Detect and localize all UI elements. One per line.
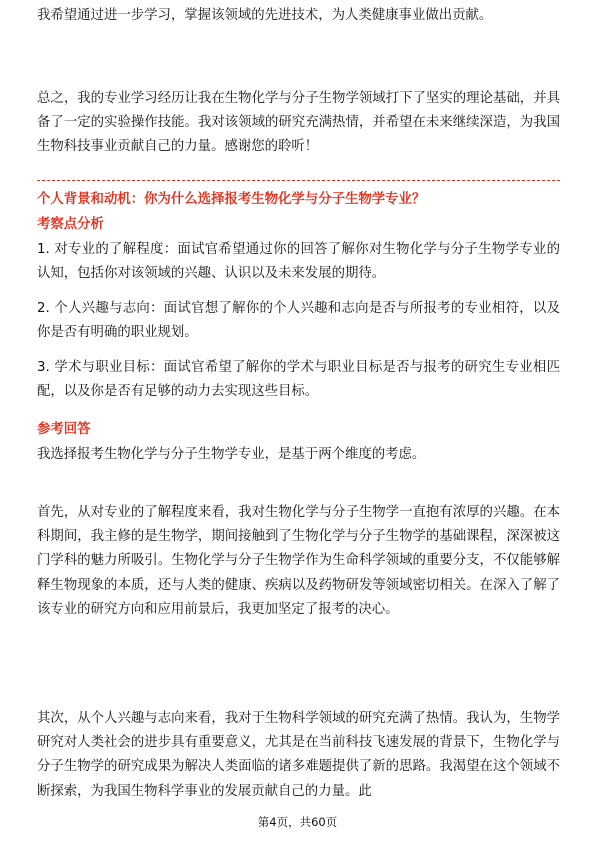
answer-paragraph-2: 首先，从对专业的了解程度来看，我对生物化学与分子生物学一直抱有浓厚的兴趣。在本科期间，我主修的是生物学，期间接触到了生物化学与分子生物学的基础课程，深深被这门学科的魅力所吸引。生物化学与分子生物学作为生命科学领域的重要分支，不仅能够解释生物现象的本质，还与人类的健康、疾病以及药物研发等领域密切相关。在深入了解了该专业的研究方向和应用前景后，我更加坚定了报考的决心。	[37, 505, 560, 617]
analysis-title: 考察点分析	[37, 217, 104, 232]
section-divider	[37, 180, 560, 181]
answer-paragraph-1: 我选择报考生物化学与分子生物学专业，是基于两个维度的考虑。	[37, 447, 426, 462]
answer-paragraph-3: 其次，从个人兴趣与志向来看，我对于生物科学领域的研究充满了热情。我认为，生物学研究对人类社会的进步具有重要意义，尤其是在当前科技飞速发展的背景下，生物化学与分子生物学的研究成果为解决人类面临的诸多难题提供了新的思路。我渴望在这个领域不断探索，为我国生物科学事业的发展贡献自己的力量。此	[37, 711, 560, 799]
analysis-point-3: 3. 学术与职业目标：面试官希望了解你的学术与职业目标是否与报考的研究生专业相匹配，以及你是否有足够的动力去实现这些目标。	[37, 360, 560, 400]
page-footer: 第4页，共60页	[257, 815, 338, 829]
answer-title: 参考回答	[37, 422, 91, 437]
analysis-point-2: 2. 个人兴趣与志向：面试官想了解你的个人兴趣和志向是否与所报考的专业相符，以及你是否有明确的职业规划。	[37, 301, 560, 341]
question-heading: 个人背景和动机：你为什么选择报考生物化学与分子生物学专业？	[37, 192, 426, 207]
analysis-point-1: 1. 对专业的了解程度：面试官希望通过你的回答了解你对生物化学与分子生物学专业的认知，包括你对该领域的兴趣、认识以及未来发展的期待。	[37, 242, 560, 282]
intro-paragraph-2: 总之，我的专业学习经历让我在生物化学与分子生物学领域打下了坚实的理论基础，并具备了一定的实验操作技能。我对该领域的研究充满热情，并希望在未来继续深造，为我国生物科技事业贡献自己的力量。感谢您的聆听！	[37, 91, 560, 155]
intro-paragraph-1: 我希望通过进一步学习，掌握该领域的先进技术，为人类健康事业做出贡献。	[37, 8, 493, 23]
